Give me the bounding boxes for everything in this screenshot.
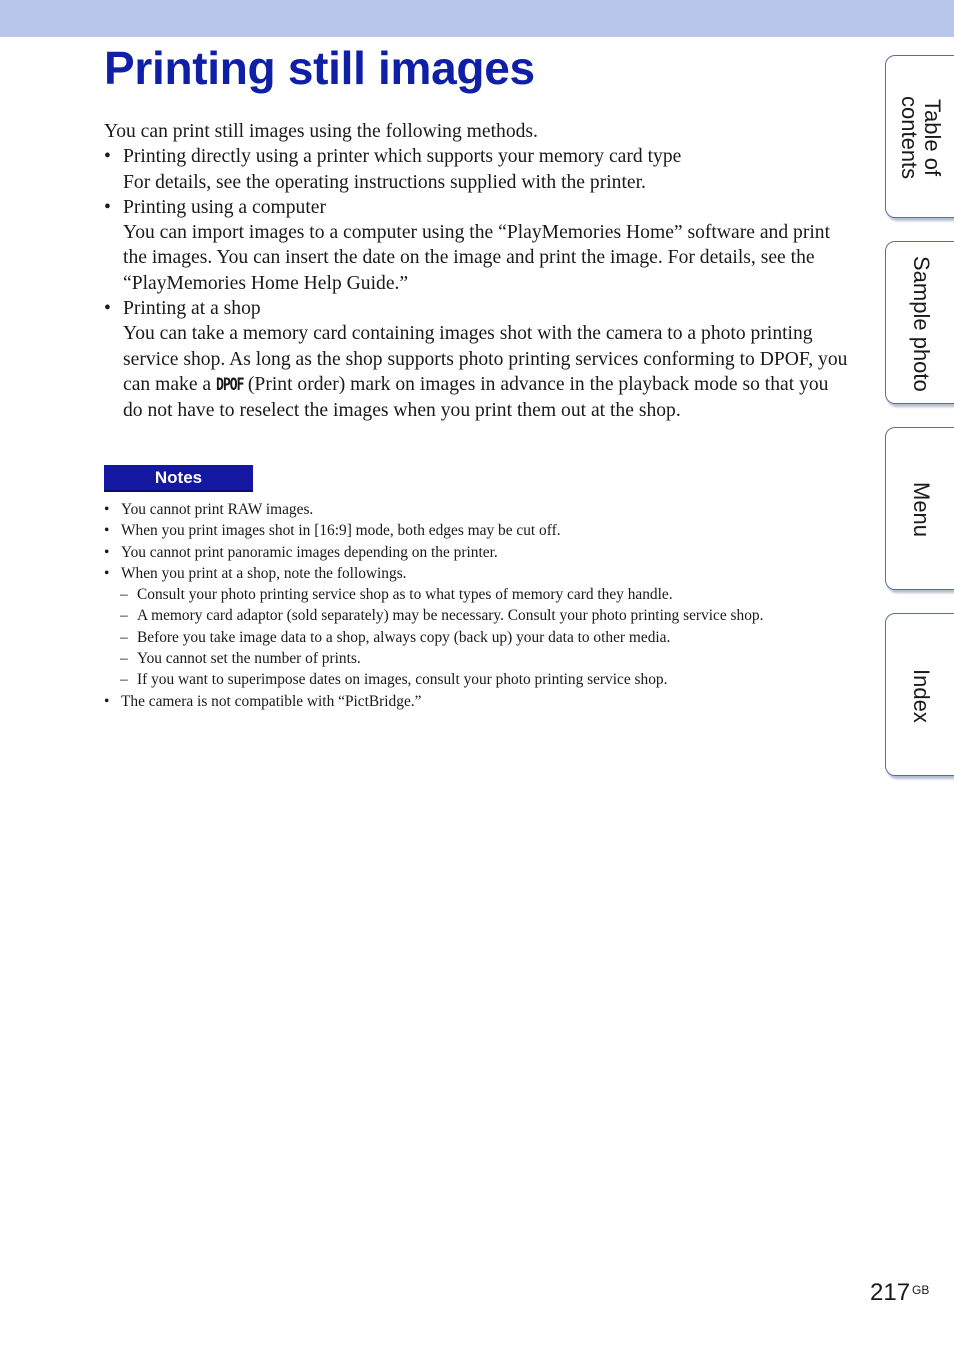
dash-icon: – — [120, 628, 128, 646]
method-detail-after: (Print order) mark on images in advance in the playback mode so that you do not have to reselect the images when you print them out at the shop. — [123, 373, 829, 422]
method-label: Printing using a computer — [123, 196, 326, 218]
note-item — [104, 691, 854, 712]
note-text: You cannot set the number of prints. — [137, 650, 361, 668]
note-item — [104, 563, 854, 584]
note-text: You cannot print panoramic images depending on the printer. — [121, 543, 498, 561]
note-text: Consult your photo printing service shop as to what types of memory card they handle. — [137, 586, 673, 604]
note-subitem — [104, 605, 854, 626]
bullet-icon: • — [104, 196, 111, 218]
note-subitem — [104, 669, 854, 690]
tab-label: Table of contents — [897, 95, 945, 180]
tab-label: Menu — [909, 481, 934, 538]
bullet-icon: • — [104, 564, 110, 582]
note-text: You cannot print RAW images. — [121, 501, 314, 518]
note-item — [104, 542, 854, 563]
methods-list — [104, 144, 850, 423]
note-text: A memory card adaptor (sold separately) may be necessary. Consult your photo printing service shop. — [137, 607, 764, 625]
note-subitem — [104, 648, 854, 669]
method-item — [104, 296, 850, 423]
bullet-icon: • — [104, 692, 110, 710]
page-number — [870, 1279, 929, 1307]
page-title: Printing still images — [104, 42, 535, 94]
note-item — [104, 520, 854, 541]
method-label: Printing directly using a printer which supports your memory card type — [123, 146, 682, 168]
tab-label: Sample photo — [909, 255, 934, 392]
method-label: Printing at a shop — [123, 298, 261, 320]
tab-index[interactable] — [885, 613, 954, 776]
page-number-value: 217 — [870, 1279, 911, 1306]
bullet-icon: • — [104, 298, 111, 320]
dpof-icon: DPOF — [216, 374, 244, 395]
note-text: Before you take image data to a shop, always copy (back up) your data to other media. — [137, 628, 671, 646]
intro-text: You can print still images using the following methods. — [104, 121, 538, 142]
notes-section — [104, 499, 854, 712]
dash-icon: – — [120, 650, 128, 668]
note-text: When you print images shot in [16:9] mode, both edges may be cut off. — [121, 522, 561, 540]
bullet-icon: • — [104, 543, 110, 561]
bullet-icon: • — [104, 146, 111, 168]
dash-icon: – — [120, 607, 128, 625]
note-subitem — [104, 584, 854, 605]
method-item — [104, 144, 850, 195]
method-detail: For details, see the operating instructions supplied with the printer. — [123, 171, 646, 193]
note-text: The camera is not compatible with “PictBridge.” — [121, 692, 422, 710]
method-item — [104, 195, 850, 296]
bullet-icon: • — [104, 522, 110, 540]
notes-heading: Notes — [104, 465, 253, 492]
note-item — [104, 499, 854, 520]
method-detail: You can import images to a computer using the “PlayMemories Home” software and print the images. You can insert the date on the image and print the image. For details, see the “PlayMemories Home Help Guide.” — [123, 222, 831, 294]
dash-icon: – — [120, 586, 128, 604]
header-band — [0, 0, 954, 37]
page-region: GB — [912, 1283, 930, 1297]
note-subitem — [104, 627, 854, 648]
tab-table-of-contents[interactable] — [885, 55, 954, 218]
method-detail — [123, 321, 850, 423]
tab-sample-photo[interactable] — [885, 241, 954, 404]
tab-label: Index — [909, 668, 934, 723]
main-content — [104, 119, 850, 424]
tab-menu[interactable] — [885, 427, 954, 590]
method-detail-before: You can take a memory card containing images shot with the camera to a photo printing service shop. As long as the shop supports photo printing services conforming to DPOF, you can make a — [123, 323, 848, 395]
bullet-icon: • — [104, 501, 110, 518]
dash-icon: – — [120, 671, 128, 689]
note-text: If you want to superimpose dates on images, consult your photo printing service shop. — [137, 671, 668, 689]
note-text: When you print at a shop, note the followings. — [121, 564, 407, 582]
notes-list — [104, 499, 854, 712]
